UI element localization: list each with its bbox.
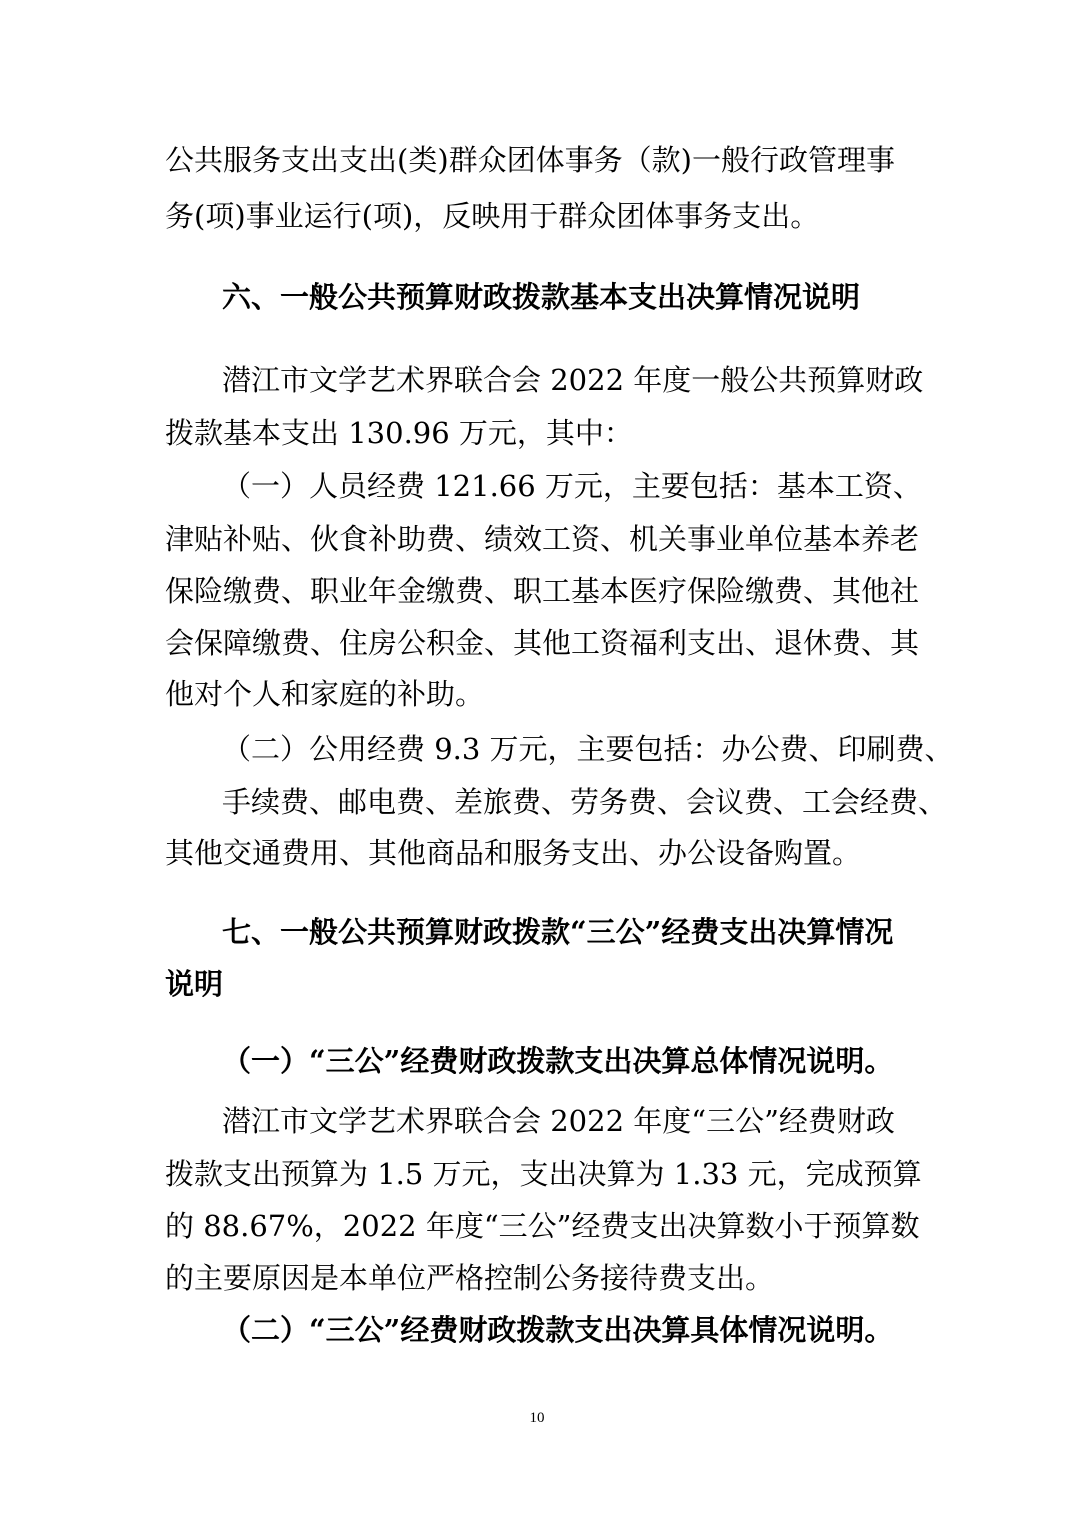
paragraph-line: 的 88.67%，2022 年度“三公”经费支出决算数小于预算数 bbox=[165, 1209, 920, 1243]
paragraph-line: 拨款支出预算为 1.5 万元，支出决算为 1.33 元，完成预算 bbox=[165, 1157, 922, 1191]
paragraph-line: 他对个人和家庭的补助。 bbox=[165, 677, 485, 711]
page-number: 10 bbox=[529, 1410, 545, 1426]
paragraph-line: 保险缴费、职业年金缴费、职工基本医疗保险缴费、其他社 bbox=[165, 574, 920, 608]
paragraph-line: 潜江市文学艺术界联合会 2022 年度一般公共预算财政 bbox=[222, 363, 924, 397]
paragraph-line: 津贴补贴、伙食补助费、绩效工资、机关事业单位基本养老 bbox=[165, 522, 920, 556]
section-heading: 七、一般公共预算财政拨款“三公”经费支出决算情况 bbox=[222, 915, 894, 949]
paragraph-line: 拨款基本支出 130.96 万元，其中： bbox=[165, 416, 633, 450]
paragraph-line: 务(项)事业运行(项)，反映用于群众团体事务支出。 bbox=[165, 199, 820, 233]
paragraph-line: （一）人员经费 121.66 万元，主要包括：基本工资、 bbox=[222, 469, 922, 503]
section-heading: 六、一般公共预算财政拨款基本支出决算情况说明 bbox=[222, 280, 861, 314]
section-heading-continuation: 说明 bbox=[165, 967, 224, 1001]
subsection-heading: （二）“三公”经费财政拨款支出决算具体情况说明。 bbox=[222, 1313, 894, 1347]
paragraph-line: 其他交通费用、其他商品和服务支出、办公设备购置。 bbox=[165, 836, 862, 870]
paragraph-line: （二）公用经费 9.3 万元，主要包括：办公费、印刷费、 bbox=[222, 732, 954, 766]
subsection-heading: （一）“三公”经费财政拨款支出决算总体情况说明。 bbox=[222, 1044, 894, 1078]
paragraph-line: 手续费、邮电费、差旅费、劳务费、会议费、工会经费、 bbox=[222, 785, 948, 819]
paragraph-line: 的主要原因是本单位严格控制公务接待费支出。 bbox=[165, 1261, 775, 1295]
paragraph-line: 潜江市文学艺术界联合会 2022 年度“三公”经费财政 bbox=[222, 1104, 895, 1138]
paragraph-line: 会保障缴费、住房公积金、其他工资福利支出、退休费、其 bbox=[165, 626, 920, 660]
paragraph-line: 公共服务支出支出(类)群众团体事务（款)一般行政管理事 bbox=[165, 143, 895, 177]
